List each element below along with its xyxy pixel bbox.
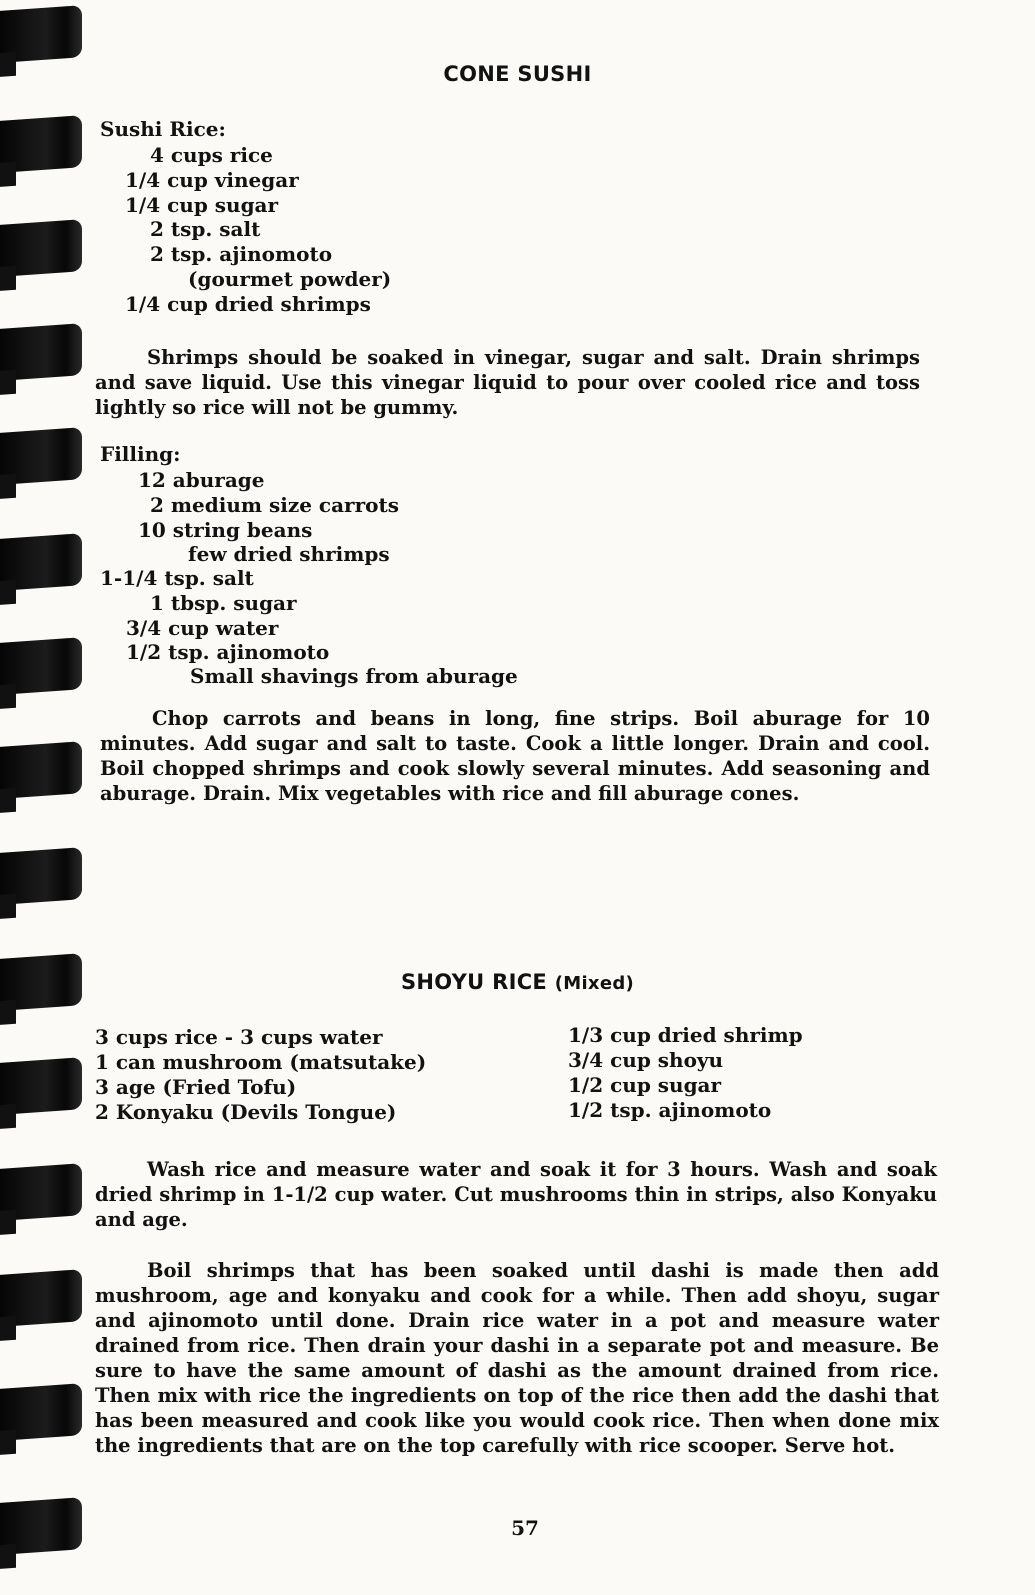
ingredient: 12 aburage [138, 468, 265, 492]
paragraph-text: Chop carrots and beans in long, fine strips. Boil aburage for 10 minutes. Add sugar and salt to taste. Cook a little longer. Drain and cool. Boil chopped shrimps and cook slowly several minutes. Add seasoning and aburage. Drain. Mix vegetables with rice and fill aburage cones. [100, 707, 930, 805]
paragraph-text: Wash rice and measure water and soak it for 3 hours. Wash and soak dried shrimp in 1-1/2 cup water. Cut mushrooms thin in strips, also Konyaku and age. [95, 1158, 937, 1231]
ingredient: few dried shrimps [188, 542, 390, 566]
instruction-paragraph [95, 1157, 937, 1232]
section-label: Sushi Rice: [100, 117, 226, 141]
ingredient: 1 tbsp. sugar [150, 591, 297, 615]
binding-ring [0, 1163, 82, 1221]
binding-ring [0, 1383, 82, 1441]
binding-ring [0, 637, 82, 695]
paragraph-text: Shrimps should be soaked in vinegar, sugar and salt. Drain shrimps and save liquid. Use this vinegar liquid to pour over cooled rice and toss lightly so rice will not be gummy. [95, 346, 920, 419]
ingredient: 3/4 cup water [126, 616, 279, 640]
instruction-paragraph [100, 706, 930, 806]
section-label: Filling: [100, 442, 181, 466]
ingredient: 1 can mushroom (matsutake) [95, 1050, 427, 1074]
instruction-paragraph [95, 345, 920, 420]
binding-ring [0, 115, 82, 173]
spiral-binding [0, 0, 84, 1595]
ingredient: 2 tsp. ajinomoto [150, 242, 333, 266]
paragraph-text: Boil shrimps that has been soaked until dashi is made then add mushroom, age and konyaku and cook for a while. Then add shoyu, sugar and ajinomoto until done. Drain rice water in a pot and measure water drained from rice. Then drain your dashi in a separate pot and measure. Be sure to have the same amount of dashi as the amount drained from rice. Then mix with rice the ingredients on top of the rice then add the dashi that has been measured and cook like you would cook rice. Then when done mix the ingredients that are on the top carefully with rice scooper. Serve hot. [95, 1259, 939, 1457]
binding-ring [0, 741, 82, 799]
ingredient: 3 age (Fried Tofu) [95, 1075, 297, 1099]
ingredient: 3 cups rice - 3 cups water [95, 1025, 383, 1049]
ingredient: 1/2 tsp. ajinomoto [126, 640, 330, 664]
binding-ring [0, 5, 82, 63]
recipe-title-suffix: (Mixed) [554, 973, 635, 994]
binding-ring [0, 1057, 82, 1115]
ingredient: 2 tsp. salt [150, 217, 261, 241]
binding-ring [0, 219, 82, 277]
ingredient: Small shavings from aburage [190, 664, 518, 688]
ingredient: 4 cups rice [150, 143, 273, 167]
ingredient: 1/2 tsp. ajinomoto [568, 1098, 772, 1122]
ingredient: 1/4 cup vinegar [125, 168, 299, 192]
recipe-title [0, 970, 1035, 994]
ingredient: 2 medium size carrots [150, 493, 399, 517]
binding-ring [0, 847, 82, 905]
binding-ring [0, 323, 82, 381]
ingredient: 1/4 cup sugar [125, 193, 279, 217]
page-number: 57 [511, 1516, 539, 1540]
ingredient: (gourmet powder) [188, 267, 392, 291]
ingredient: 2 Konyaku (Devils Tongue) [95, 1100, 397, 1124]
binding-ring [0, 533, 82, 591]
binding-ring [0, 427, 82, 485]
ingredient: 1-1/4 tsp. salt [100, 566, 254, 590]
ingredient: 1/2 cup sugar [568, 1073, 722, 1097]
ingredient: 3/4 cup shoyu [568, 1048, 724, 1072]
recipe-title-text: SHOYU RICE [400, 970, 548, 994]
recipe-title: CONE SUSHI [443, 62, 592, 86]
ingredient: 1/3 cup dried shrimp [568, 1023, 803, 1047]
ingredient: 10 string beans [138, 518, 313, 542]
ingredient: 1/4 cup dried shrimps [125, 292, 371, 316]
binding-ring [0, 1269, 82, 1327]
instruction-paragraph [95, 1258, 939, 1458]
